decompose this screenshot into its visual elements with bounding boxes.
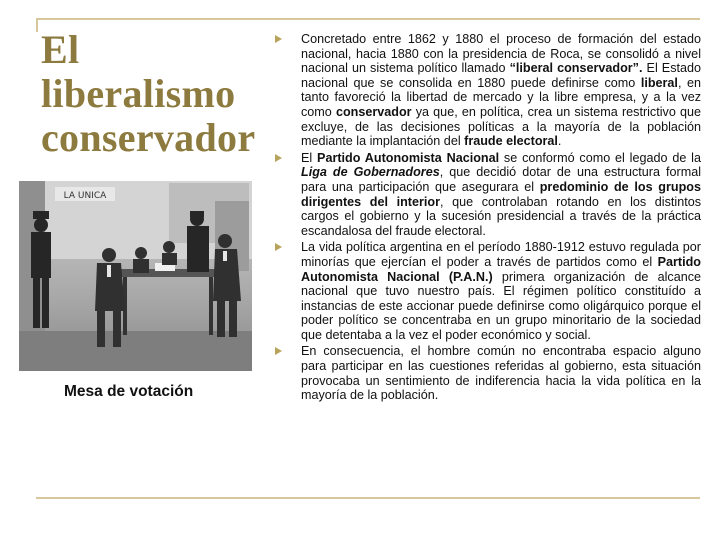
title-line: El bbox=[41, 27, 80, 72]
triangle-bullet-icon bbox=[275, 243, 282, 251]
bullet-item: La vida política argentina en el período 1880-1912 estuvo regulada por minorías que ejercían el poder a través de partidos como el Partido Autonomista Nacional (P.A.N.) primera organización de alcance nacional que tuvo nuestro país. El régimen político constituído a instancias de este accionar puede definirse como oligárquico porque el poder político se concentraba en un grupo minoritario de la sociedad que detentaba a la vez el poder económico y social. bbox=[275, 240, 701, 342]
left-accent-divider bbox=[36, 18, 38, 32]
bullet-item: En consecuencia, el hombre común no encontraba espacio alguno para participar en las cuestiones referidas al gobierno, esta situación provocaba un sentimiento de indiferencia hacia la vida política en la mayoría de la población. bbox=[275, 344, 701, 402]
voting-table-photo bbox=[19, 181, 252, 371]
triangle-bullet-icon bbox=[275, 347, 282, 355]
slide-title bbox=[41, 28, 271, 160]
bottom-divider bbox=[36, 497, 700, 499]
title-line: conservador bbox=[41, 115, 256, 160]
bullet-item: El Partido Autonomista Nacional se conformó como el legado de la Liga de Gobernadores, que decidió dotar de una estructura formal para una participación que asegurara el predominio de los grupos dirigentes del interior, que controlaban rotando en los distintos cargos el gobierno y la sucesión presidencial a través de la práctica escandalosa del fraude electoral. bbox=[275, 151, 701, 239]
title-line: liberalismo bbox=[41, 71, 236, 116]
shop-sign-text: LA UNICA bbox=[63, 191, 107, 201]
photo-caption: Mesa de votación bbox=[64, 383, 194, 400]
top-divider bbox=[36, 18, 700, 20]
bullet-list bbox=[275, 32, 701, 405]
triangle-bullet-icon bbox=[275, 35, 282, 43]
bullet-item: Concretado entre 1862 y 1880 el proceso de formación del estado nacional, hacia 1880 con la presidencia de Roca, se consolidó a nivel nacional un sistema político llamado “liberal conservador”. El Estado nacional que se consolida en 1880 puede definirse como liberal, en tanto favoreció la libertad de mercado y la libre empresa, y a la vez como conservador ya que, en política, crea un sistema restrictivo que excluye, de las decisiones políticas a la mayoría de la población mediante la implantación del fraude electoral. bbox=[275, 32, 701, 149]
triangle-bullet-icon bbox=[275, 154, 282, 162]
